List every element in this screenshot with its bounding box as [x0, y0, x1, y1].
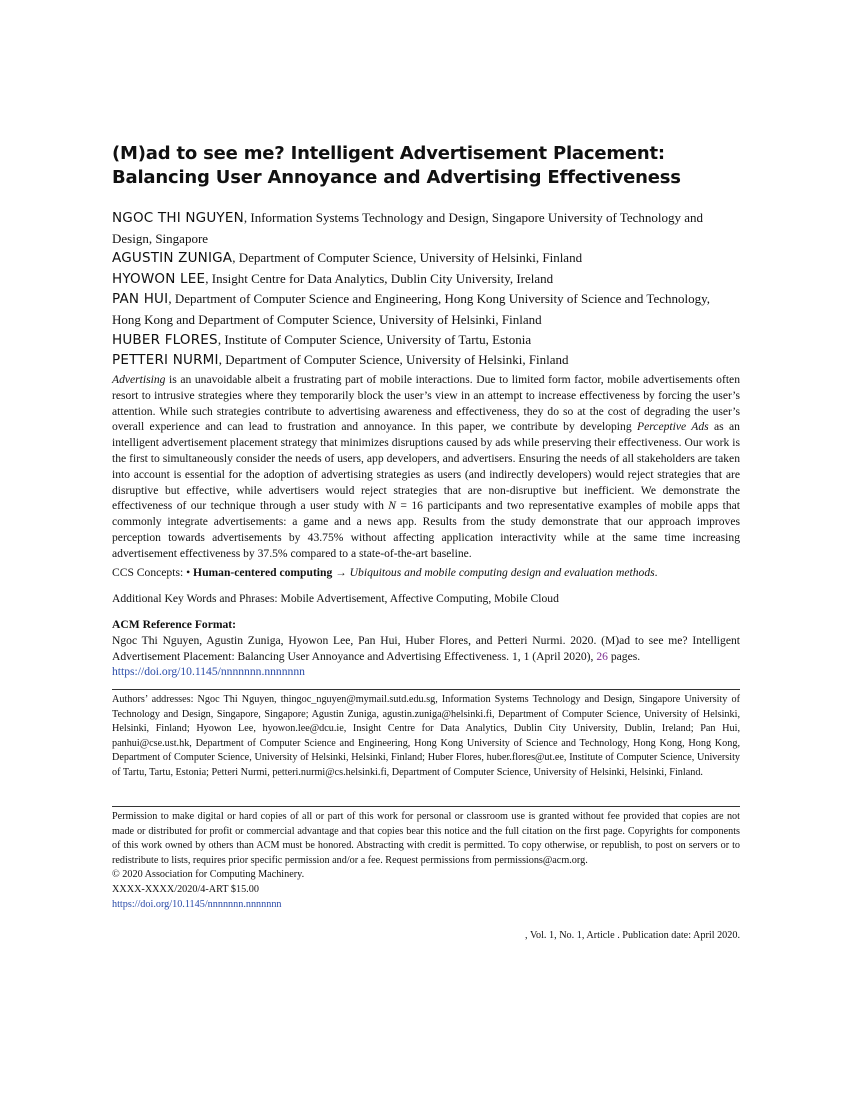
author-affiliation: Information Systems Technology and Design, Singapore University of Technology and Design, Singapore [112, 210, 704, 246]
author-entry: HUBER FLORES, Institute of Computer Science, University of Tartu, Estonia [112, 331, 532, 348]
abstract-variable: N [388, 499, 397, 513]
author-affiliation: Department of Computer Science and Engineering, Hong Kong University of Science and Technology, Hong Kong and Department of Computer Science, University of Helsinki, Finland [112, 291, 711, 327]
ccs-end: . [654, 566, 658, 579]
author-list [112, 208, 740, 371]
author-entry: HYOWON LEE, Insight Centre for Data Analytics, Dublin City University, Ireland [112, 270, 554, 287]
abstract [112, 372, 740, 562]
abstract-text: as an intelligent advertisement placement strategy that minimizes disruptions caused by ads while preserving their effectiveness. Our work is the first to simultaneously consider the needs of users, app developers, and advertisers. Ensuring the needs of all stakeholders are taken into account is essential for the adoption of advertising strategies as users (and indirectly developers) would reject strategies that are disruptive but effective, while advertisers would reject strategies that are non-disruptive but inefficient. We demonstrate the effectiveness of our technique through a user study with [112, 420, 740, 513]
author-name: HYOWON LEE [112, 270, 206, 287]
author-entry: AGUSTIN ZUNIGA, Department of Computer Science, University of Helsinki, Finland [112, 250, 583, 267]
keywords: Additional Key Words and Phrases: Mobile Advertisement, Affective Computing, Mobile Cloud [112, 592, 559, 605]
author-affiliation: Institute of Computer Science, University of Tartu, Estonia [224, 331, 532, 347]
abstract-emphasis: Perceptive Ads [636, 420, 709, 434]
authors-addresses: Authors’ addresses: Ngoc Thi Nguyen, thingoc_nguyen@mymail.sutd.edu.sg, Information Systems Technology and Design, Singapore University of Technology and Design, Singapore, Singapore; Agustin Zuniga, agustin.zuniga@helsinki.fi, Department of Computer Science, University of Helsinki, Helsinki, Finland; Hyowon Lee, hyowon.lee@dcu.ie, Insight Centre for Data Analytics, Dublin City University, Dublin, Ireland; Pan Hui, panhui@cse.ust.hk, Department of Computer Science and Engineering, Hong Kong University of Science and Technology, Hong Kong, Hong Kong, Department of Computer Science, University of Helsinki, Helsinki, Finland; Huber Flores, huber.flores@ut.ee, Institute of Computer Science, University of Tartu, Tartu, Estonia; Petteri Nurmi, petteri.nurmi@cs.helsinki.fi, Department of Computer Science, University of Helsinki, Helsinki, Finland. [112, 694, 740, 778]
author-entry: PETTERI NURMI, Department of Computer Science, University of Helsinki, Finland [112, 352, 569, 369]
ccs-concept: Ubiquitous and mobile computing design and evaluation methods [349, 566, 655, 579]
permission-text: Permission to make digital or hard copies of all or part of this work for personal or classroom use is granted without fee provided that copies are not made or distributed for profit or commercial advantage and that copies bear this notice and the full citation on the first page. Copyrights for components of this work owned by others than ACM must be honored. Abstracting with credit is permitted. To copy otherwise, or republish, to post on servers or to redistribute to lists, requires prior specific permission and/or a fee. Request permissions from permissions@acm.org. [112, 811, 740, 866]
author-affiliation: Insight Centre for Data Analytics, Dublin City University, Ireland [211, 270, 554, 286]
abstract-lead: Advertising [112, 373, 166, 386]
abstract-text: is an unavoidable albeit a frustrating part of mobile interactions. Due to limited form factor, mobile advertisements often resort to intrusive strategies where they temporarily block the user’s view in an attempt to increase effectiveness by forcing the user’s attention. While such strategies contribute to advertising awareness and effectiveness, they do so at the cost of degrading the user’s overall experience and can lead to frustration and annoyance. In this paper, we contribute by developing [112, 373, 740, 434]
reference-doi-link[interactable]: https://doi.org/10.1145/nnnnnnn.nnnnnnn [112, 665, 305, 679]
author-name: AGUSTIN ZUNIGA [112, 250, 233, 267]
author-affiliation: Department of Computer Science, University of Helsinki, Finland [225, 352, 569, 368]
ccs-concepts [112, 565, 740, 581]
ccs-arrow: → [332, 566, 350, 579]
author-affiliation: Department of Computer Science, University of Helsinki, Finland [238, 250, 583, 266]
divider [112, 806, 740, 807]
author-name: PETTERI NURMI [112, 352, 219, 369]
ccs-label: CCS Concepts: • [112, 566, 194, 579]
author-entry: PAN HUI, Department of Computer Science and Engineering, Hong Kong University of Science and Technology, Hong Kong and Department of Computer Science, University of Helsinki, Finland [112, 291, 711, 327]
copyright: © 2020 Association for Computing Machinery. [112, 869, 305, 881]
divider [112, 689, 740, 690]
author-name: HUBER FLORES [112, 331, 218, 348]
publication-date: , Vol. 1, No. 1, Article . Publication date: April 2020. [525, 930, 740, 941]
permission-doi-link[interactable]: https://doi.org/10.1145/nnnnnnn.nnnnnnn [112, 898, 282, 910]
reference-heading: ACM Reference Format: [112, 618, 237, 631]
issn: XXXX-XXXX/2020/4-ART $15.00 [112, 883, 259, 895]
page-count-link[interactable]: 26 [596, 649, 608, 663]
author-name: NGOC THI NGUYEN [112, 210, 244, 226]
ccs-category: Human-centered computing [193, 566, 333, 579]
paper-title: (M)ad to see me? Intelligent Advertisement Placement: Balancing User Annoyance and Advertising Effectiveness [112, 143, 681, 188]
reference-suffix: pages. [607, 649, 641, 663]
permission-notice [112, 810, 740, 912]
acm-reference [112, 617, 740, 680]
author-name: PAN HUI [112, 291, 169, 308]
abstract-text: = 16 participants and two representative examples of mobile apps that commonly integrate advertisements: a game and a news app. Results from the study demonstrate that our approach improves perception towards advertisements by 43.75% without affecting application interactivity while at the same time increasing advertisement effectiveness by 37.5% compared to a state-of-the-art baseline. [112, 499, 740, 560]
reference-text: Ngoc Thi Nguyen, Agustin Zuniga, Hyowon Lee, Pan Hui, Huber Flores, and Petteri Nurmi. 2020. (M)ad to see me? Intelligent Advertisement Placement: Balancing User Annoyance and Advertising Effectiveness. 1, 1 (April 2020), [112, 633, 740, 663]
author-entry: NGOC THI NGUYEN, Information Systems Technology and Design, Singapore University of Technology and Design, Singapore [112, 210, 704, 246]
